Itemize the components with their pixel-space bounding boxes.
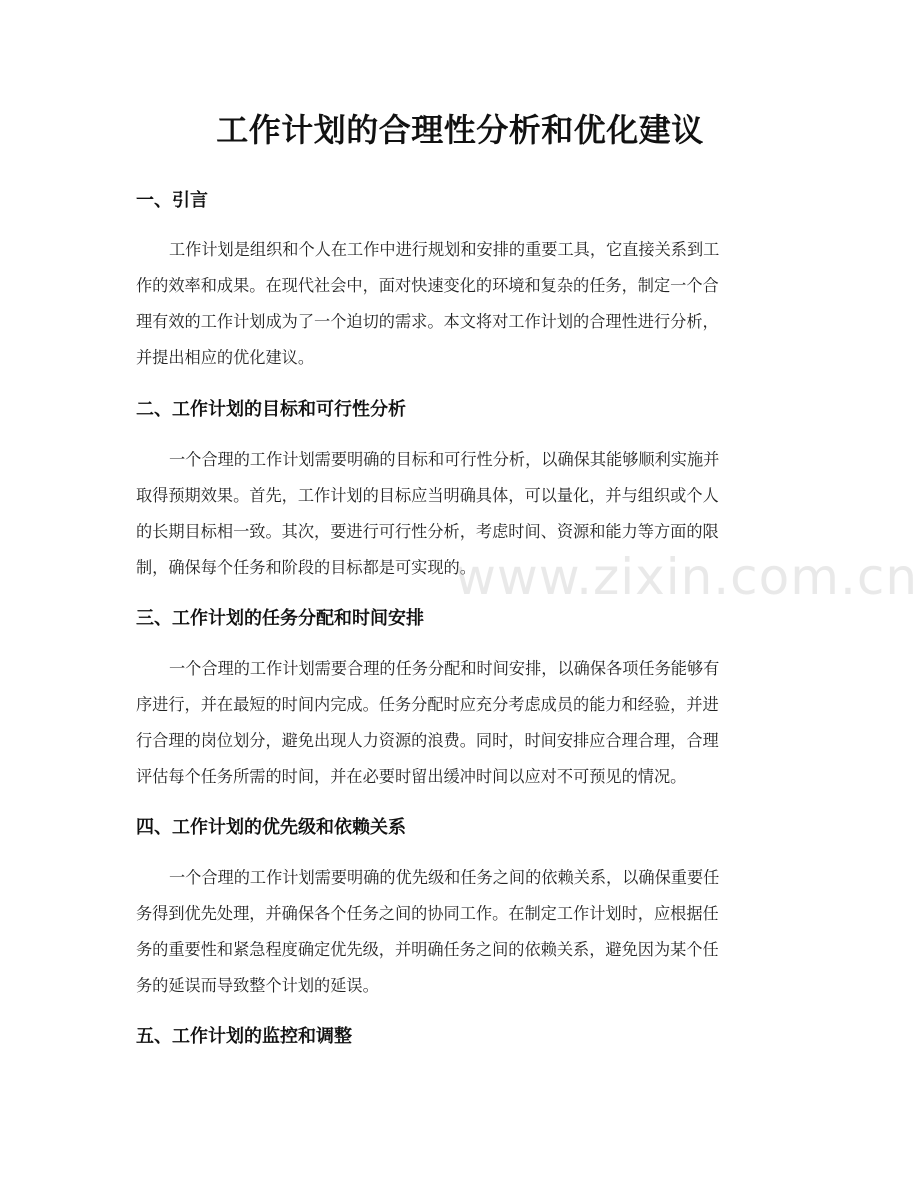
section-paragraph-goals-feasibility bbox=[136, 442, 786, 586]
section-heading-introduction: 一、引言 bbox=[136, 190, 208, 211]
paragraph-line: 作的效率和成果。在现代社会中，面对快速变化的环境和复杂的任务，制定一个合 bbox=[136, 276, 719, 295]
paragraph-line: 务的延误而导致整个计划的延误。 bbox=[136, 976, 379, 995]
section-heading-monitor-adjust: 五、工作计划的监控和调整 bbox=[136, 1026, 352, 1047]
document-title: 工作计划的合理性分析和优化建议 bbox=[216, 111, 704, 149]
paragraph-line: 制，确保每个任务和阶段的目标都是可实现的。 bbox=[136, 558, 476, 577]
watermark-text: www.zixin.com.cn bbox=[455, 548, 919, 606]
paragraph-line: 并提出相应的优化建议。 bbox=[136, 348, 315, 367]
section-heading-task-schedule: 三、工作计划的任务分配和时间安排 bbox=[136, 608, 424, 629]
paragraph-line: 理有效的工作计划成为了一个迫切的需求。本文将对工作计划的合理性进行分析， bbox=[136, 312, 719, 331]
section-heading-priority-dependency: 四、工作计划的优先级和依赖关系 bbox=[136, 817, 406, 838]
paragraph-line: 一个合理的工作计划需要合理的任务分配和时间安排，以确保各项任务能够有 bbox=[169, 659, 720, 678]
paragraph-line: 评估每个任务所需的时间，并在必要时留出缓冲时间以应对不可预见的情况。 bbox=[136, 767, 687, 786]
paragraph-line: 一个合理的工作计划需要明确的优先级和任务之间的依赖关系，以确保重要任 bbox=[169, 868, 720, 887]
paragraph-line: 行合理的岗位划分，避免出现人力资源的浪费。同时，时间安排应合理合理，合理 bbox=[136, 731, 719, 750]
paragraph-line: 一个合理的工作计划需要明确的目标和可行性分析，以确保其能够顺利实施并 bbox=[169, 450, 720, 469]
paragraph-line: 的长期目标相一致。其次，要进行可行性分析，考虑时间、资源和能力等方面的限 bbox=[136, 522, 719, 541]
section-paragraph-priority-dependency bbox=[136, 860, 786, 1004]
paragraph-line: 务得到优先处理，并确保各个任务之间的协同工作。在制定工作计划时，应根据任 bbox=[136, 904, 719, 923]
section-paragraph-task-schedule bbox=[136, 651, 786, 795]
section-paragraph-introduction bbox=[136, 232, 786, 376]
paragraph-line: 取得预期效果。首先，工作计划的目标应当明确具体，可以量化，并与组织或个人 bbox=[136, 486, 719, 505]
section-heading-goals-feasibility: 二、工作计划的目标和可行性分析 bbox=[136, 399, 406, 420]
paragraph-line: 工作计划是组织和个人在工作中进行规划和安排的重要工具，它直接关系到工 bbox=[169, 240, 720, 259]
paragraph-line: 务的重要性和紧急程度确定优先级，并明确任务之间的依赖关系，避免因为某个任 bbox=[136, 940, 719, 959]
paragraph-line: 序进行，并在最短的时间内完成。任务分配时应充分考虑成员的能力和经验，并进 bbox=[136, 695, 719, 714]
